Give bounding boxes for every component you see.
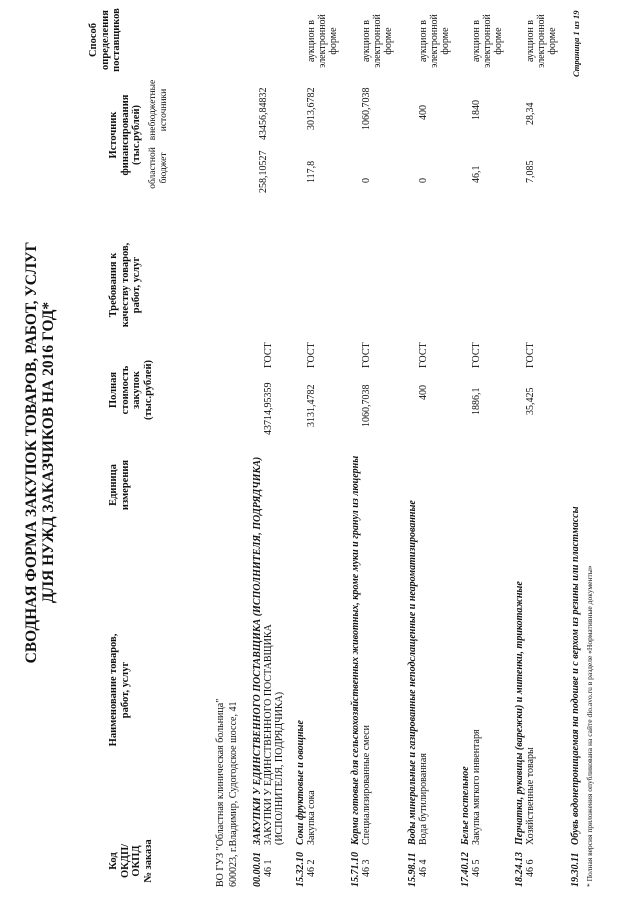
header-method: Способ определения поставщиков: [88, 8, 122, 72]
item-method: аукцион в электронной форме: [418, 14, 451, 68]
section-title: Белье постельное: [460, 766, 471, 845]
document-title-line-1: СВОДНАЯ ФОРМА ЗАКУПОК ТОВАРОВ, РАБОТ, УСЛУГ: [23, 241, 40, 664]
section-title: Обувь водонепроницаемая на подошве и с верхом из резины или пластмассы: [570, 506, 581, 845]
section-code: 15.32.10: [295, 852, 306, 887]
section-code: 15.98.11: [407, 852, 418, 887]
item-name: Закупка сока: [306, 790, 317, 845]
section-title: Воды минеральные и газированные неподслащенные и неароматизированные: [407, 500, 418, 845]
header-requirements: Требования к качеству товаров, работ, услуг: [108, 242, 142, 328]
item-requirements: ГОСТ: [263, 342, 274, 368]
item-regional: 0: [418, 178, 429, 183]
order-number: 46 2: [306, 859, 317, 877]
item-regional: 0: [361, 178, 372, 183]
order-number: 46 3: [361, 859, 372, 877]
item-cost: 43714,95359: [263, 382, 274, 435]
item-requirements: ГОСТ: [306, 342, 317, 368]
footnote: * Полная версия приложения опубликована на сайте dio.avo.ru в разделе «Нормативные документы»: [585, 565, 594, 887]
item-method: аукцион в электронной форме: [306, 14, 339, 68]
order-number: 46 4: [418, 859, 429, 877]
header-cost: Полная стоимость закупок (тыс.рублей): [108, 359, 154, 421]
header-source-extra: внебюджетные источники: [148, 79, 169, 141]
page-label: Страница 1 из 19: [571, 10, 581, 77]
section-code: 18.24.13: [514, 852, 525, 887]
section-code: 15.71.10: [350, 852, 361, 887]
item-name: Специализированные смеси: [361, 725, 372, 845]
order-number: 46 5: [471, 859, 482, 877]
header-source: Источник финансирования (тыс.рублей): [108, 94, 142, 176]
item-regional: 117,8: [306, 160, 317, 183]
customer-name: ВО ГУЗ "Областная клиническая больница": [215, 698, 226, 887]
item-cost: 3131,4782: [306, 384, 317, 427]
item-regional: 258,10527: [258, 150, 269, 193]
item-requirements: ГОСТ: [418, 342, 429, 368]
item-extra: 400: [418, 105, 429, 120]
section-title: Соки фруктовые и овощные: [295, 720, 306, 845]
item-cost: 400: [418, 385, 429, 400]
item-extra: 43456,84832: [258, 87, 269, 140]
section-title: ЗАКУПКИ У ЕДИНСТВЕННОГО ПОСТАВЩИКА (ИСПОЛНИТЕЛЯ, ПОДРЯДЧИКА): [252, 456, 263, 845]
order-number: 46 1: [263, 859, 274, 877]
item-regional: 46,1: [471, 165, 482, 183]
item-name: Хозяйственные товары: [525, 747, 536, 845]
customer-address: 600023, г.Владимир, Судогодское шоссе, 41: [228, 701, 239, 887]
item-method: аукцион в электронной форме: [525, 14, 558, 68]
item-cost: 1886,1: [471, 387, 482, 415]
item-extra: 3013,6782: [306, 87, 317, 130]
item-name: Закупка мягкого инвентаря: [471, 729, 482, 845]
order-number: 46 6: [525, 859, 536, 877]
item-name: Вода бутилированная: [418, 753, 429, 845]
section-code: 00.00.01: [252, 852, 263, 887]
header-source-regional: областной бюджет: [148, 147, 169, 189]
item-extra: 28,34: [525, 102, 536, 125]
item-requirements: ГОСТ: [525, 342, 536, 368]
item-extra: 1840: [471, 100, 482, 120]
section-code: 19.30.11: [570, 852, 581, 887]
header-name: Наименование товаров, работ, услуг: [108, 633, 131, 747]
item-regional: 7,085: [525, 160, 536, 183]
section-title: Перчатки, рукавицы (варежки) и митенки, трикотажные: [514, 581, 525, 845]
item-name: ЗАКУПКИ У ЕДИНСТВЕННОГО ПОСТАВЩИКА (ИСПОЛНИТЕЛЯ, ПОДРЯДЧИКА): [263, 624, 285, 845]
document-title-line-2: ДЛЯ НУЖД ЗАКАЗЧИКОВ НА 2016 ГОД*: [40, 301, 57, 604]
section-title: Корма готовые для сельскохозяйственных животных, кроме муки и гранул из люцерны: [350, 455, 361, 845]
item-cost: 35,425: [525, 387, 536, 415]
header-unit: Единица измерения: [108, 459, 131, 511]
item-method: аукцион в электронной форме: [471, 14, 504, 68]
item-cost: 1060,7038: [361, 384, 372, 427]
item-method: аукцион в электронной форме: [361, 14, 394, 68]
item-requirements: ГОСТ: [361, 342, 372, 368]
section-code: 17.40.12: [460, 852, 471, 887]
header-code: Код ОКДП/ ОКПД № заказа: [108, 839, 154, 883]
item-requirements: ГОСТ: [471, 342, 482, 368]
item-extra: 1060,7038: [361, 87, 372, 130]
